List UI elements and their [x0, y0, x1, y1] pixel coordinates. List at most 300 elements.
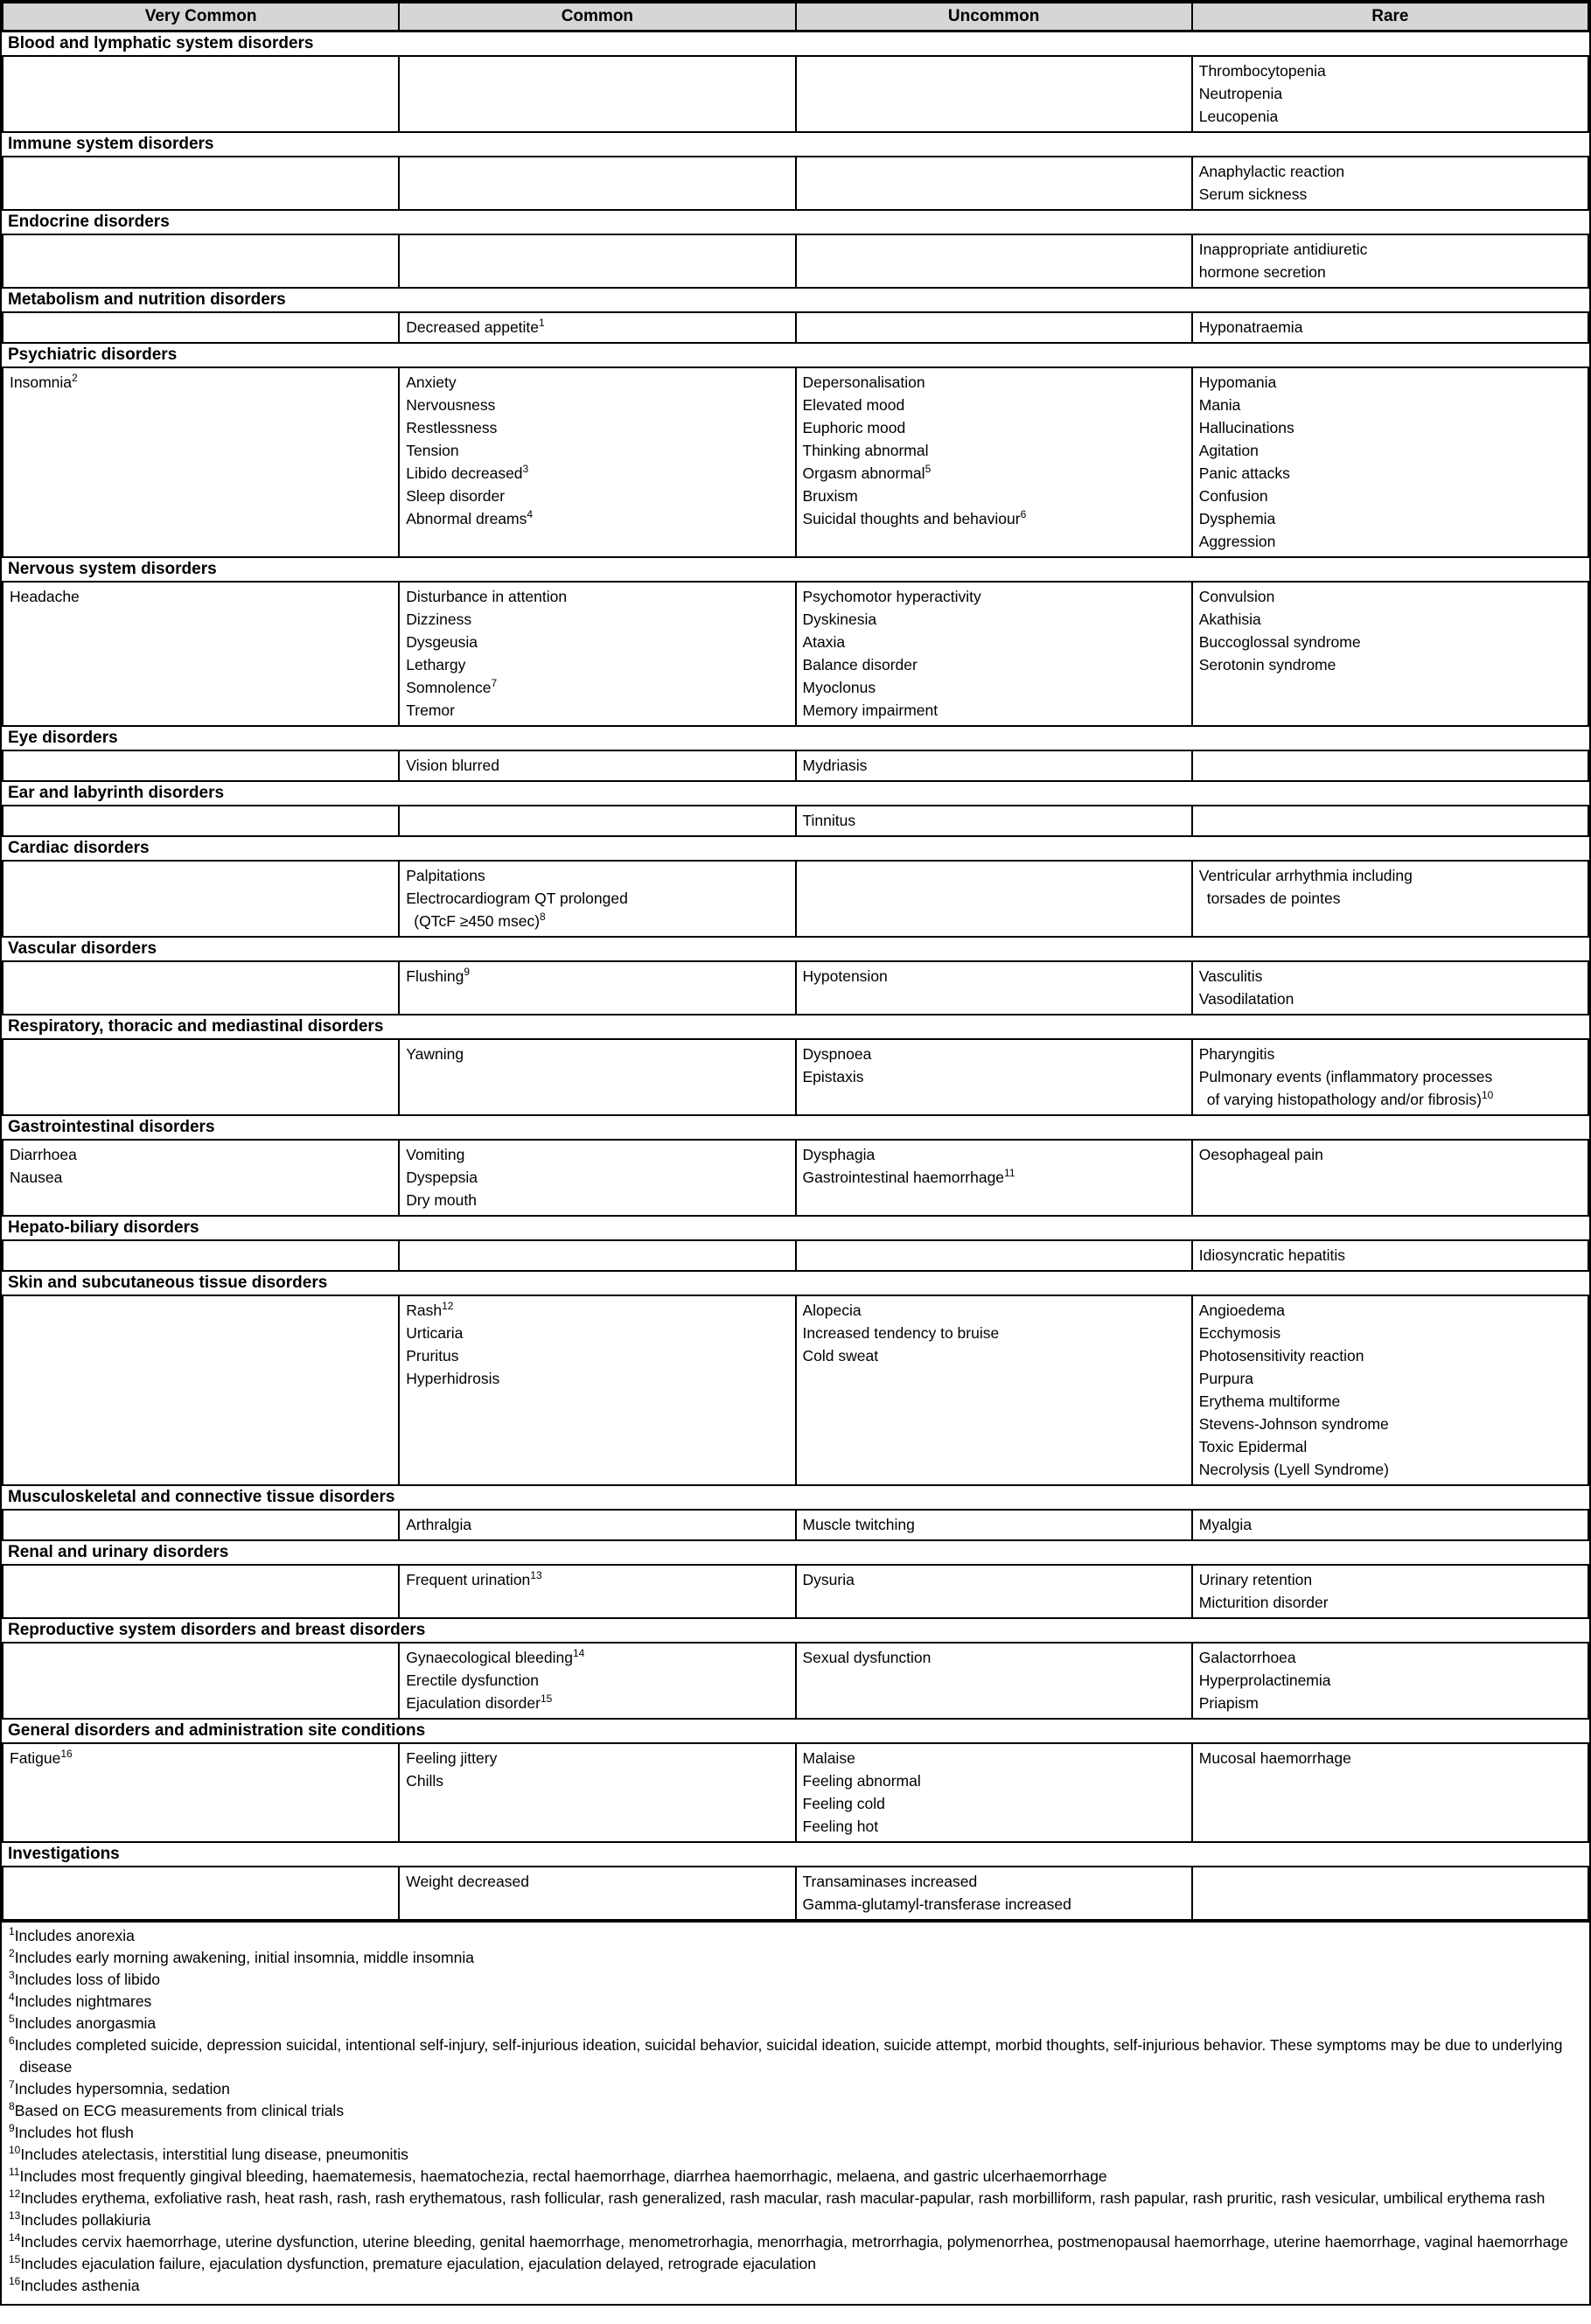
- adr-item: Nervousness: [406, 396, 496, 414]
- footnote-number: 8: [9, 2100, 15, 2113]
- adr-cell-uncommon: [796, 1295, 1192, 1485]
- adr-row: [3, 1039, 1588, 1115]
- adr-item: Vomiting: [406, 1146, 465, 1163]
- footnote: $^4$Includes nightmares: [9, 1991, 152, 2010]
- adr-cell-uncommon: [796, 312, 1192, 343]
- adr-item: Disturbance in attention: [406, 588, 568, 605]
- adr-cell-rare: [1192, 806, 1588, 836]
- adr-cell-very-common: [3, 861, 399, 937]
- adr-item: Ejaculation disorder$^{15}$: [406, 1692, 553, 1712]
- adr-item: Malaise: [802, 1749, 855, 1767]
- adr-item: Depersonalisation: [802, 373, 925, 391]
- footnote-number: 15: [9, 2253, 21, 2266]
- section-title: Skin and subcutaneous tissue disorders: [3, 1271, 1588, 1295]
- adr-cell-rare: [1192, 1743, 1588, 1842]
- section-header-row: [3, 1216, 1588, 1240]
- adr-cell-common: [399, 157, 795, 210]
- adr-cell-common: [399, 1039, 795, 1115]
- section-title: Blood and lymphatic system disorders: [3, 31, 1588, 57]
- adr-item: Angioedema: [1198, 1302, 1286, 1319]
- adr-item: Elevated mood: [802, 396, 905, 414]
- adr-item: Chills: [406, 1772, 444, 1790]
- adr-item: Pulmonary events (inflammatory processes: [1198, 1068, 1493, 1085]
- section-header-row: [3, 1618, 1588, 1643]
- adr-item: Mania: [1198, 396, 1241, 414]
- section-header-row: [3, 836, 1588, 861]
- section-header-row: [3, 343, 1588, 367]
- footnote-number: 7: [9, 2078, 15, 2091]
- adr-cell-rare: [1192, 750, 1588, 781]
- adr-cell-uncommon: [796, 1140, 1192, 1216]
- adr-item: Electrocardiogram QT prolonged: [406, 890, 628, 907]
- adr-row: [3, 582, 1588, 726]
- footnote: $^1$Includes anorexia: [9, 1925, 135, 1944]
- adr-item: Lethargy: [406, 656, 466, 673]
- adr-cell-common: [399, 861, 795, 937]
- adr-cell-very-common: [3, 234, 399, 288]
- adr-item: Myalgia: [1198, 1516, 1253, 1533]
- adr-cell-rare: [1192, 1643, 1588, 1719]
- adr-item: Erectile dysfunction: [406, 1671, 539, 1689]
- footnote-marker: 4: [527, 508, 534, 521]
- adr-item: Dry mouth: [406, 1191, 477, 1209]
- adr-cell-uncommon: [796, 750, 1192, 781]
- footnote-number: 10: [9, 2144, 21, 2157]
- footnote: $^6$Includes completed suicide, depression suicidal, intentional self-injury, self-injurious ideation, suicidal behavior, suicidal ideation, suicide attempt, morbid thoughts, self-injurious behavior. These symptoms may be due to underlying disease: [9, 2034, 1563, 2076]
- adr-cell-rare: [1192, 1295, 1588, 1485]
- adr-cell-rare: [1192, 157, 1588, 210]
- adr-item: Pharyngitis: [1198, 1045, 1275, 1063]
- footnote-marker: 13: [530, 1569, 542, 1582]
- adr-cell-uncommon: [796, 1039, 1192, 1115]
- adr-cell-uncommon: [796, 157, 1192, 210]
- footnote: $^2$Includes early morning awakening, initial insomnia, middle insomnia: [9, 1947, 474, 1966]
- adr-row: [3, 1240, 1588, 1271]
- footnote-number: 9: [9, 2122, 15, 2135]
- adr-item: Thinking abnormal: [802, 442, 929, 459]
- adr-cell-common: [399, 806, 795, 836]
- footnote-marker: 8: [540, 911, 546, 924]
- adr-item: Leucopenia: [1198, 108, 1279, 125]
- adr-item: Palpitations: [406, 867, 485, 884]
- adr-cell-very-common: [3, 157, 399, 210]
- adr-row: [3, 1295, 1588, 1485]
- footnote-number: 11: [9, 2166, 20, 2179]
- adr-item: Stevens-Johnson syndrome: [1198, 1415, 1389, 1433]
- section-title: Eye disorders: [3, 726, 1588, 750]
- adr-cell-common: [399, 1295, 795, 1485]
- section-header-row: [3, 31, 1588, 57]
- footnote-marker: 5: [925, 463, 932, 476]
- footnote-marker: 9: [464, 966, 471, 979]
- adr-item: Headache: [10, 588, 80, 605]
- footnote: $^7$Includes hypersomnia, sedation: [9, 2078, 230, 2097]
- adr-item: Gynaecological bleeding$^{14}$: [406, 1647, 585, 1666]
- section-title: Immune system disorders: [3, 132, 1588, 157]
- adr-item: Tremor: [406, 701, 455, 719]
- adr-item: Hyponatraemia: [1198, 318, 1303, 336]
- adr-cell-very-common: [3, 806, 399, 836]
- adr-item: Gamma-glutamyl-transferase increased: [802, 1895, 1071, 1913]
- section-title: Renal and urinary disorders: [3, 1540, 1588, 1565]
- adr-item: Thrombocytopenia: [1198, 62, 1326, 80]
- adr-item: Restlessness: [406, 419, 498, 436]
- adr-item: Oesophageal pain: [1198, 1146, 1323, 1163]
- adr-item: Pruritus: [406, 1347, 459, 1364]
- adr-item: Confusion: [1198, 487, 1268, 505]
- adr-cell-very-common: [3, 1295, 399, 1485]
- adr-row: [3, 1867, 1588, 1920]
- adr-cell-common: [399, 1510, 795, 1540]
- adr-cell-rare: [1192, 582, 1588, 726]
- adr-item: Urinary retention: [1198, 1571, 1313, 1588]
- adr-item: Frequent urination$^{13}$: [406, 1569, 542, 1588]
- footnote-number: 13: [9, 2209, 21, 2223]
- section-title: Gastrointestinal disorders: [3, 1115, 1588, 1140]
- section-header-row: [3, 937, 1588, 961]
- adr-cell-very-common: [3, 367, 399, 557]
- adr-cell-rare: [1192, 961, 1588, 1015]
- footnote: $^5$Includes anorgasmia: [9, 2013, 157, 2032]
- footnote: $^{11}$Includes most frequently gingival bleeding, haematemesis, haematochezia, rectal haemorrhage, diarrhea haemorrhagic, melaena, and gastric ulcerhaemorrhage: [9, 2166, 1107, 2185]
- section-title: Nervous system disorders: [3, 557, 1588, 582]
- footnote: $^{15}$Includes ejaculation failure, ejaculation dysfunction, premature ejaculation, ejaculation delayed, retrograde ejaculation: [9, 2253, 816, 2272]
- adr-cell-rare: [1192, 1140, 1588, 1216]
- adr-item: Anxiety: [406, 373, 457, 391]
- adr-cell-uncommon: [796, 1240, 1192, 1271]
- adr-cell-very-common: [3, 312, 399, 343]
- adr-cell-uncommon: [796, 56, 1192, 132]
- adr-item: Dysphemia: [1198, 510, 1276, 527]
- section-title: Musculoskeletal and connective tissue disorders: [3, 1485, 1588, 1510]
- footnote-marker: 7: [491, 677, 498, 690]
- adr-row: [3, 312, 1588, 343]
- section-title: Reproductive system disorders and breast disorders: [3, 1618, 1588, 1643]
- adr-item: Neutropenia: [1198, 85, 1283, 102]
- adr-cell-very-common: [3, 1565, 399, 1618]
- section-title: Endocrine disorders: [3, 210, 1588, 234]
- section-header-row: [3, 1015, 1588, 1039]
- adr-cell-uncommon: [796, 806, 1192, 836]
- adr-cell-very-common: [3, 750, 399, 781]
- adr-cell-rare: [1192, 312, 1588, 343]
- adr-cell-uncommon: [796, 961, 1192, 1015]
- adr-item: Dyspnoea: [802, 1045, 872, 1063]
- adr-item: Feeling jittery: [406, 1749, 498, 1767]
- adr-item: Bruxism: [802, 487, 858, 505]
- adr-cell-uncommon: [796, 1510, 1192, 1540]
- section-title: Investigations: [3, 1842, 1588, 1867]
- adr-cell-rare: [1192, 1039, 1588, 1115]
- adr-item: Dysuria: [802, 1571, 855, 1588]
- adr-item: Erythema multiforme: [1198, 1392, 1341, 1410]
- section-header-row: [3, 1842, 1588, 1867]
- adr-item: Vasodilatation: [1198, 990, 1294, 1008]
- footnote-number: 12: [9, 2188, 21, 2201]
- adr-cell-very-common: [3, 56, 399, 132]
- adr-cell-uncommon: [796, 1867, 1192, 1920]
- section-title: Cardiac disorders: [3, 836, 1588, 861]
- adr-cell-common: [399, 312, 795, 343]
- footnote-marker: 2: [72, 372, 78, 385]
- footnote-number: 1: [9, 1925, 15, 1938]
- adr-item: Libido decreased$^3$: [406, 463, 529, 482]
- adr-cell-uncommon: [796, 582, 1192, 726]
- adr-row: [3, 1643, 1588, 1719]
- section-title: Respiratory, thoracic and mediastinal disorders: [3, 1015, 1588, 1039]
- footnote: $^{13}$Includes pollakiuria: [9, 2209, 151, 2229]
- adr-item: Urticaria: [406, 1324, 464, 1342]
- adr-cell-common: [399, 961, 795, 1015]
- footnote-number: 4: [9, 1991, 15, 2004]
- column-header-rare: Rare: [1192, 3, 1588, 31]
- section-header-row: [3, 210, 1588, 234]
- column-header-uncommon: Uncommon: [796, 3, 1192, 31]
- adr-cell-uncommon: [796, 234, 1192, 288]
- section-header-row: [3, 1115, 1588, 1140]
- adr-item: Yawning: [406, 1045, 464, 1063]
- adr-item: Muscle twitching: [802, 1516, 915, 1533]
- adr-cell-very-common: [3, 1867, 399, 1920]
- footnote: $^{12}$Includes erythema, exfoliative rash, heat rash, rash, rash erythematous, rash follicular, rash generalized, rash macular, rash macular-papular, rash morbilliform, rash papular, rash pruritic, rash vesicular, umbilical erythema rash: [9, 2188, 1546, 2207]
- adr-cell-rare: [1192, 367, 1588, 557]
- adr-cell-common: [399, 234, 795, 288]
- footnote-marker: 12: [442, 1300, 454, 1313]
- adr-item: Vision blurred: [406, 757, 499, 774]
- adr-item: Abnormal dreams$^4$: [406, 508, 534, 527]
- adr-item: Sexual dysfunction: [802, 1649, 932, 1666]
- adr-item: Panic attacks: [1198, 464, 1290, 482]
- adr-cell-common: [399, 1743, 795, 1842]
- adr-cell-very-common: [3, 1643, 399, 1719]
- adr-cell-uncommon: [796, 861, 1192, 937]
- section-header-row: [3, 1719, 1588, 1743]
- footnote-number: 2: [9, 1947, 15, 1960]
- adr-item: Nausea: [10, 1169, 63, 1186]
- adr-row: [3, 234, 1588, 288]
- adr-item: Buccoglossal syndrome: [1198, 633, 1361, 651]
- adr-item: Feeling cold: [802, 1795, 885, 1812]
- adr-item: Mydriasis: [802, 757, 868, 774]
- adr-cell-common: [399, 1240, 795, 1271]
- section-header-row: [3, 726, 1588, 750]
- adr-item: Necrolysis (Lyell Syndrome): [1198, 1461, 1389, 1478]
- adr-item: Decreased appetite$^1$: [406, 317, 545, 336]
- adr-cell-common: [399, 1565, 795, 1618]
- adr-cell-uncommon: [796, 367, 1192, 557]
- adverse-reactions-table: [2, 2, 1589, 1921]
- footnote: $^{16}$Includes asthenia: [9, 2275, 140, 2294]
- adr-item: Hypotension: [802, 967, 888, 985]
- adr-item: Euphoric mood: [802, 419, 906, 436]
- adr-row: [3, 806, 1588, 836]
- adr-row: [3, 750, 1588, 781]
- adr-item: Anaphylactic reaction: [1198, 163, 1345, 180]
- adr-item: Idiosyncratic hepatitis: [1198, 1246, 1346, 1264]
- footnote-marker: 1: [539, 317, 545, 330]
- adr-cell-very-common: [3, 582, 399, 726]
- adr-cell-uncommon: [796, 1643, 1192, 1719]
- adr-item: (QTcF ≥450 msec)$^8$: [414, 911, 546, 930]
- adr-item: Aggression: [1198, 533, 1276, 550]
- adr-item: Micturition disorder: [1198, 1594, 1329, 1611]
- section-title: Metabolism and nutrition disorders: [3, 288, 1588, 312]
- frequency-header-row: [3, 3, 1588, 31]
- adr-item: Serum sickness: [1198, 185, 1308, 203]
- section-header-row: [3, 557, 1588, 582]
- adr-item: Hyperhidrosis: [406, 1370, 500, 1387]
- adr-item: Feeling hot: [802, 1818, 879, 1835]
- adr-cell-rare: [1192, 1510, 1588, 1540]
- footnote: $^8$Based on ECG measurements from clinical trials: [9, 2100, 345, 2119]
- footnote: $^{10}$Includes atelectasis, interstitial lung disease, pneumonitis: [9, 2144, 408, 2163]
- adr-item: Orgasm abnormal$^5$: [802, 463, 932, 482]
- adr-cell-common: [399, 56, 795, 132]
- footnote: $^9$Includes hot flush: [9, 2122, 134, 2141]
- adr-row: [3, 861, 1588, 937]
- adr-row: [3, 1743, 1588, 1842]
- footnotes: [2, 1921, 1589, 2304]
- adr-item: Hypomania: [1198, 373, 1277, 391]
- section-header-row: [3, 1485, 1588, 1510]
- footnote: $^3$Includes loss of libido: [9, 1969, 161, 1988]
- adr-item: Myoclonus: [802, 679, 876, 696]
- adr-item: Tinnitus: [802, 812, 856, 829]
- section-title: Ear and labyrinth disorders: [3, 781, 1588, 806]
- adr-cell-common: [399, 750, 795, 781]
- adr-item: Ecchymosis: [1198, 1324, 1281, 1342]
- adr-item: Agitation: [1198, 442, 1259, 459]
- section-title: Hepato-biliary disorders: [3, 1216, 1588, 1240]
- adr-item: Hallucinations: [1198, 419, 1294, 436]
- adr-item: Increased tendency to bruise: [802, 1324, 1000, 1342]
- adr-table-body: [3, 31, 1588, 1921]
- adr-item: Serotonin syndrome: [1198, 656, 1336, 673]
- adr-cell-common: [399, 367, 795, 557]
- adr-item: Mucosal haemorrhage: [1198, 1749, 1351, 1767]
- adr-cell-rare: [1192, 56, 1588, 132]
- adr-item: Galactorrhoea: [1198, 1649, 1296, 1666]
- adr-cell-rare: [1192, 861, 1588, 937]
- footnote-marker: 16: [60, 1748, 73, 1761]
- adr-item: Dizziness: [406, 611, 472, 628]
- adr-item: Purpura: [1198, 1370, 1254, 1387]
- adr-item: Dyskinesia: [802, 611, 877, 628]
- section-header-row: [3, 288, 1588, 312]
- section-title: Vascular disorders: [3, 937, 1588, 961]
- adr-cell-very-common: [3, 1039, 399, 1115]
- adr-item: Diarrhoea: [10, 1146, 77, 1163]
- footnote-marker: 14: [572, 1647, 585, 1660]
- section-header-row: [3, 781, 1588, 806]
- adr-item: hormone secretion: [1198, 263, 1326, 281]
- adr-item: Cold sweat: [802, 1347, 879, 1364]
- frequency-header: [3, 3, 1588, 31]
- footnote-number: 3: [9, 1969, 15, 1982]
- adr-item: Sleep disorder: [406, 487, 506, 505]
- adr-item: Weight decreased: [406, 1873, 529, 1890]
- adr-item: Suicidal thoughts and behaviour$^6$: [802, 508, 1027, 527]
- footnote: $^{14}$Includes cervix haemorrhage, uterine dysfunction, uterine bleeding, genital haemorrhage, menometrorhagia, menorrhagia, metrorrhagia, polymenorrhea, postmenopausal haemorrhage, uterine haemorrhage, vaginal haemorrhage: [9, 2231, 1568, 2251]
- footnote-marker: 3: [522, 463, 529, 476]
- adr-cell-common: [399, 582, 795, 726]
- adr-item: Alopecia: [802, 1302, 862, 1319]
- column-header-very-common: Very Common: [3, 3, 399, 31]
- section-header-row: [3, 132, 1588, 157]
- column-header-common: Common: [399, 3, 795, 31]
- adr-item: Epistaxis: [802, 1068, 864, 1085]
- adr-item: Convulsion: [1198, 588, 1275, 605]
- adr-item: torsades de pointes: [1206, 890, 1341, 907]
- adr-item: Somnolence$^7$: [406, 677, 498, 696]
- adr-item: Photosensitivity reaction: [1198, 1347, 1364, 1364]
- section-title: General disorders and administration site conditions: [3, 1719, 1588, 1743]
- adr-row: [3, 1565, 1588, 1618]
- adr-item: Psychomotor hyperactivity: [802, 588, 981, 605]
- adr-row: [3, 961, 1588, 1015]
- adr-cell-rare: [1192, 1565, 1588, 1618]
- adr-cell-rare: [1192, 1240, 1588, 1271]
- footnote-marker: 6: [1020, 508, 1027, 521]
- adr-item: Fatigue$^{16}$: [10, 1748, 73, 1767]
- adr-item: Dyspepsia: [406, 1169, 478, 1186]
- section-header-row: [3, 1540, 1588, 1565]
- adr-item: Toxic Epidermal: [1198, 1438, 1308, 1455]
- adr-cell-uncommon: [796, 1565, 1192, 1618]
- adr-row: [3, 1510, 1588, 1540]
- adr-cell-very-common: [3, 1140, 399, 1216]
- adr-item: Arthralgia: [406, 1516, 472, 1533]
- adr-item: Vasculitis: [1198, 967, 1263, 985]
- adr-row: [3, 157, 1588, 210]
- adr-item: of varying histopathology and/or fibrosis)$^{10}$: [1206, 1089, 1494, 1108]
- adr-item: Hyperprolactinemia: [1198, 1671, 1331, 1689]
- footnote-number: 6: [9, 2034, 15, 2048]
- adr-row: [3, 1140, 1588, 1216]
- footnote-marker: 15: [540, 1692, 553, 1706]
- adr-cell-rare: [1192, 1867, 1588, 1920]
- adr-cell-common: [399, 1867, 795, 1920]
- footnote-number: 14: [9, 2231, 21, 2244]
- adr-item: Tension: [406, 442, 459, 459]
- adr-cell-very-common: [3, 961, 399, 1015]
- adr-item: Inappropriate antidiuretic: [1198, 241, 1368, 258]
- adr-item: Insomnia$^2$: [10, 372, 78, 391]
- adr-item: Memory impairment: [802, 701, 939, 719]
- adr-item: Ventricular arrhythmia including: [1198, 867, 1413, 884]
- adr-row: [3, 56, 1588, 132]
- adr-row: [3, 367, 1588, 557]
- footnote-marker: 11: [1004, 1167, 1015, 1180]
- adr-item: Dysphagia: [802, 1146, 876, 1163]
- adr-cell-uncommon: [796, 1743, 1192, 1842]
- adr-cell-common: [399, 1643, 795, 1719]
- section-title: Psychiatric disorders: [3, 343, 1588, 367]
- section-header-row: [3, 1271, 1588, 1295]
- adr-cell-very-common: [3, 1743, 399, 1842]
- adr-item: Flushing$^9$: [406, 966, 471, 985]
- adr-cell-very-common: [3, 1240, 399, 1271]
- footnote-number: 5: [9, 2013, 15, 2026]
- adr-item: Ataxia: [802, 633, 846, 651]
- adr-item: Balance disorder: [802, 656, 918, 673]
- adr-item: Feeling abnormal: [802, 1772, 921, 1790]
- footnote-number: 16: [9, 2275, 21, 2288]
- adr-item: Dysgeusia: [406, 633, 478, 651]
- adr-cell-rare: [1192, 234, 1588, 288]
- adr-item: Priapism: [1198, 1694, 1259, 1712]
- adr-item: Akathisia: [1198, 611, 1261, 628]
